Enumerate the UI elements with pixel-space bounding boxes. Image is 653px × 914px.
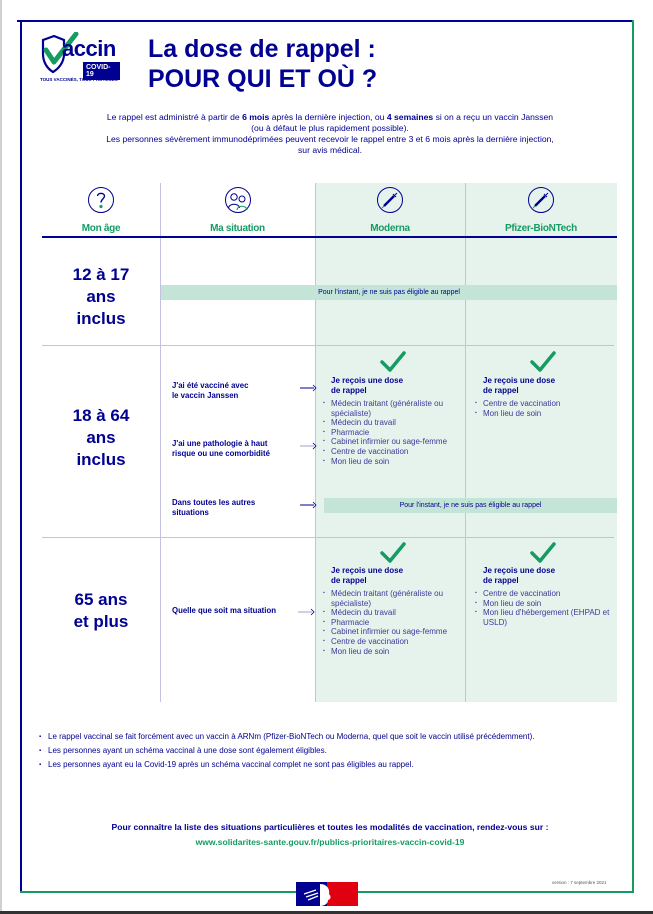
- footnote-item: ▪ Le rappel vaccinal se fait forcément avec un vaccin à ARNm (Pfizer-BioNTech ou Moderna, quel que soit le vaccin utilisé précédemment).: [38, 732, 598, 742]
- intro-paragraph-1: [100, 112, 560, 134]
- intro-highlight-6-mois: 6 mois: [242, 112, 270, 122]
- intro-text-part: après la dernière injection, ou: [269, 112, 387, 122]
- result-title-line: Je reçois une dose: [483, 566, 556, 575]
- syringe-icon: [527, 186, 555, 214]
- frame-top-border: [17, 20, 633, 22]
- age-12-17: [42, 264, 160, 330]
- result-title: [322, 566, 421, 586]
- age-line: ans: [86, 428, 116, 447]
- header-divider: [42, 236, 617, 238]
- not-eligible-band: Pour l'instant, je ne suis pas éligible au rappel: [161, 285, 617, 300]
- grid-line: [465, 183, 466, 702]
- age-line: ans: [86, 287, 116, 306]
- page-title: [148, 34, 377, 94]
- arrow-right-icon: [298, 608, 316, 616]
- situation-autres: [172, 498, 255, 518]
- location-item: ▪ Médecin traitant (généraliste ou spécialiste): [322, 399, 462, 418]
- situation-line: J'ai une pathologie à haut: [172, 439, 268, 448]
- location-item: ▪ Médecin du travail: [322, 608, 462, 618]
- location-item: ▪ Mon lieu de soin: [322, 647, 462, 657]
- header-label: Pfizer-BioNTech: [505, 223, 577, 234]
- result-title: [474, 376, 573, 396]
- age-line: 18 à 64: [72, 406, 130, 425]
- situation-janssen: [172, 381, 248, 401]
- checkmark-icon: [380, 542, 406, 564]
- location-item: ▪ Cabinet infirmier ou sage-femme: [322, 627, 462, 637]
- footer-link[interactable]: www.solidarites-sante.gouv.fr/publics-prioritaires-vaccin-covid-19: [195, 837, 465, 847]
- logo-word: accin: [62, 36, 116, 61]
- location-item: ▪ Centre de vaccination: [474, 589, 614, 599]
- age-65-plus: [42, 589, 160, 633]
- marianne-logo-icon: [296, 882, 358, 906]
- location-list: [474, 589, 614, 627]
- age-line: 12 à 17: [72, 265, 130, 284]
- logo-tagline: TOUS VACCINÉS, TOUS PROTÉGÉS: [40, 77, 118, 82]
- situation-line: J'ai été vacciné avec: [172, 381, 249, 390]
- age-18-64: [42, 405, 160, 471]
- result-title-line: Je reçois une dose: [331, 376, 404, 385]
- checkmark-icon: [530, 542, 556, 564]
- grid-line: [160, 183, 161, 702]
- result-title-line: Je reçois une dose: [331, 566, 404, 575]
- location-item: ▪ Médecin du travail: [322, 418, 462, 428]
- moderna-result-18-64: [322, 376, 462, 466]
- title-line-2: POUR QUI ET OÙ ?: [148, 65, 378, 93]
- arrow-right-icon: [300, 442, 318, 450]
- situation-line: situations: [172, 508, 209, 517]
- footnote-item: ▪ Les personnes ayant eu la Covid-19 après un schéma vaccinal complet ne sont pas éligibles au rappel.: [38, 760, 598, 770]
- intro-text-part: Le rappel est administré à partir de: [106, 112, 243, 122]
- situation-line: Dans toutes les autres: [172, 498, 256, 507]
- frame-right-border: [632, 20, 634, 893]
- intro-paragraph-2: Les personnes sévèrement immunodéprimées peuvent recevoir le rappel entre 3 et 6 mois après la dernière injection, sur avis médical.: [106, 134, 554, 155]
- title-line-1: La dose de rappel :: [148, 35, 376, 63]
- arrow-right-icon: [300, 501, 318, 509]
- vaccin-covid19-logo: [40, 32, 120, 88]
- location-item: ▪ Mon lieu d'hébergement (EHPAD et USLD): [474, 608, 614, 627]
- pfizer-result-18-64: [474, 376, 614, 418]
- result-title-line: de rappel: [483, 576, 519, 585]
- arrow-right-icon: [300, 384, 318, 392]
- location-list: [322, 399, 462, 466]
- not-eligible-band: Pour l'instant, je ne suis pas éligible au rappel: [324, 498, 617, 513]
- situation-line: le vaccin Janssen: [172, 391, 239, 400]
- situation-quelle-que-soit: Quelle que soit ma situation: [172, 606, 276, 615]
- intro-highlight-4-semaines: 4 semaines: [386, 112, 434, 122]
- age-line: inclus: [76, 450, 126, 469]
- age-line: inclus: [76, 309, 126, 328]
- header-pfizer: [465, 186, 617, 236]
- header-ma-situation: [160, 186, 315, 236]
- frame-left-border: [20, 20, 22, 893]
- syringe-icon: [376, 186, 404, 214]
- location-list: [474, 399, 614, 418]
- checkmark-icon: [380, 351, 406, 373]
- checkmark-icon: [530, 351, 556, 373]
- intro-text: [100, 112, 560, 156]
- result-title: [322, 376, 421, 396]
- moderna-result-65-plus: [322, 566, 462, 656]
- result-title: [474, 566, 573, 586]
- footer-text: Pour connaître la liste des situations particulières et toutes les modalités de vaccination, rendez-vous sur :: [111, 822, 549, 832]
- header-mon-age: [42, 186, 160, 236]
- people-icon: [224, 186, 252, 214]
- situation-pathologie: [172, 439, 270, 459]
- location-item: ▪ Médecin traitant (généraliste ou spécialiste): [322, 589, 462, 608]
- header-label: Moderna: [370, 223, 410, 234]
- result-title-line: de rappel: [331, 576, 367, 585]
- header-label: Ma situation: [210, 223, 265, 234]
- intro-text-part: si on a reçu un vaccin Janssen (ou à défaut le plus rapidement possible).: [251, 112, 554, 133]
- age-line: 65 ans: [74, 590, 128, 609]
- header-moderna: [315, 186, 465, 236]
- page-edge: [0, 0, 2, 914]
- version-date: version : 7 septembre 2021: [552, 880, 607, 885]
- location-item: ▪ Mon lieu de soin: [474, 599, 614, 609]
- question-icon: [87, 186, 115, 214]
- location-item: ▪ Mon lieu de soin: [474, 409, 614, 419]
- location-item: ▪ Pharmacie: [322, 618, 462, 628]
- row-divider: [42, 537, 614, 538]
- footnote-item: ▪ Les personnes ayant un schéma vaccinal à une dose sont également éligibles.: [38, 746, 598, 756]
- location-item: ▪ Mon lieu de soin: [322, 457, 462, 467]
- footnotes: [38, 732, 598, 774]
- age-line: et plus: [73, 612, 129, 631]
- result-title-line: Je reçois une dose: [483, 376, 556, 385]
- pfizer-result-65-plus: [474, 566, 614, 627]
- row-divider: [42, 345, 614, 346]
- location-item: ▪ Centre de vaccination: [322, 447, 462, 457]
- location-item: ▪ Centre de vaccination: [322, 637, 462, 647]
- location-list: [322, 589, 462, 656]
- location-item: ▪ Pharmacie: [322, 428, 462, 438]
- location-item: ▪ Centre de vaccination: [474, 399, 614, 409]
- header-label: Mon âge: [81, 223, 121, 234]
- situation-line: risque ou une comorbidité: [172, 449, 270, 458]
- result-title-line: de rappel: [331, 386, 367, 395]
- logo-badge: COVID-19: [83, 62, 120, 80]
- location-item: ▪ Cabinet infirmier ou sage-femme: [322, 437, 462, 447]
- result-title-line: de rappel: [483, 386, 519, 395]
